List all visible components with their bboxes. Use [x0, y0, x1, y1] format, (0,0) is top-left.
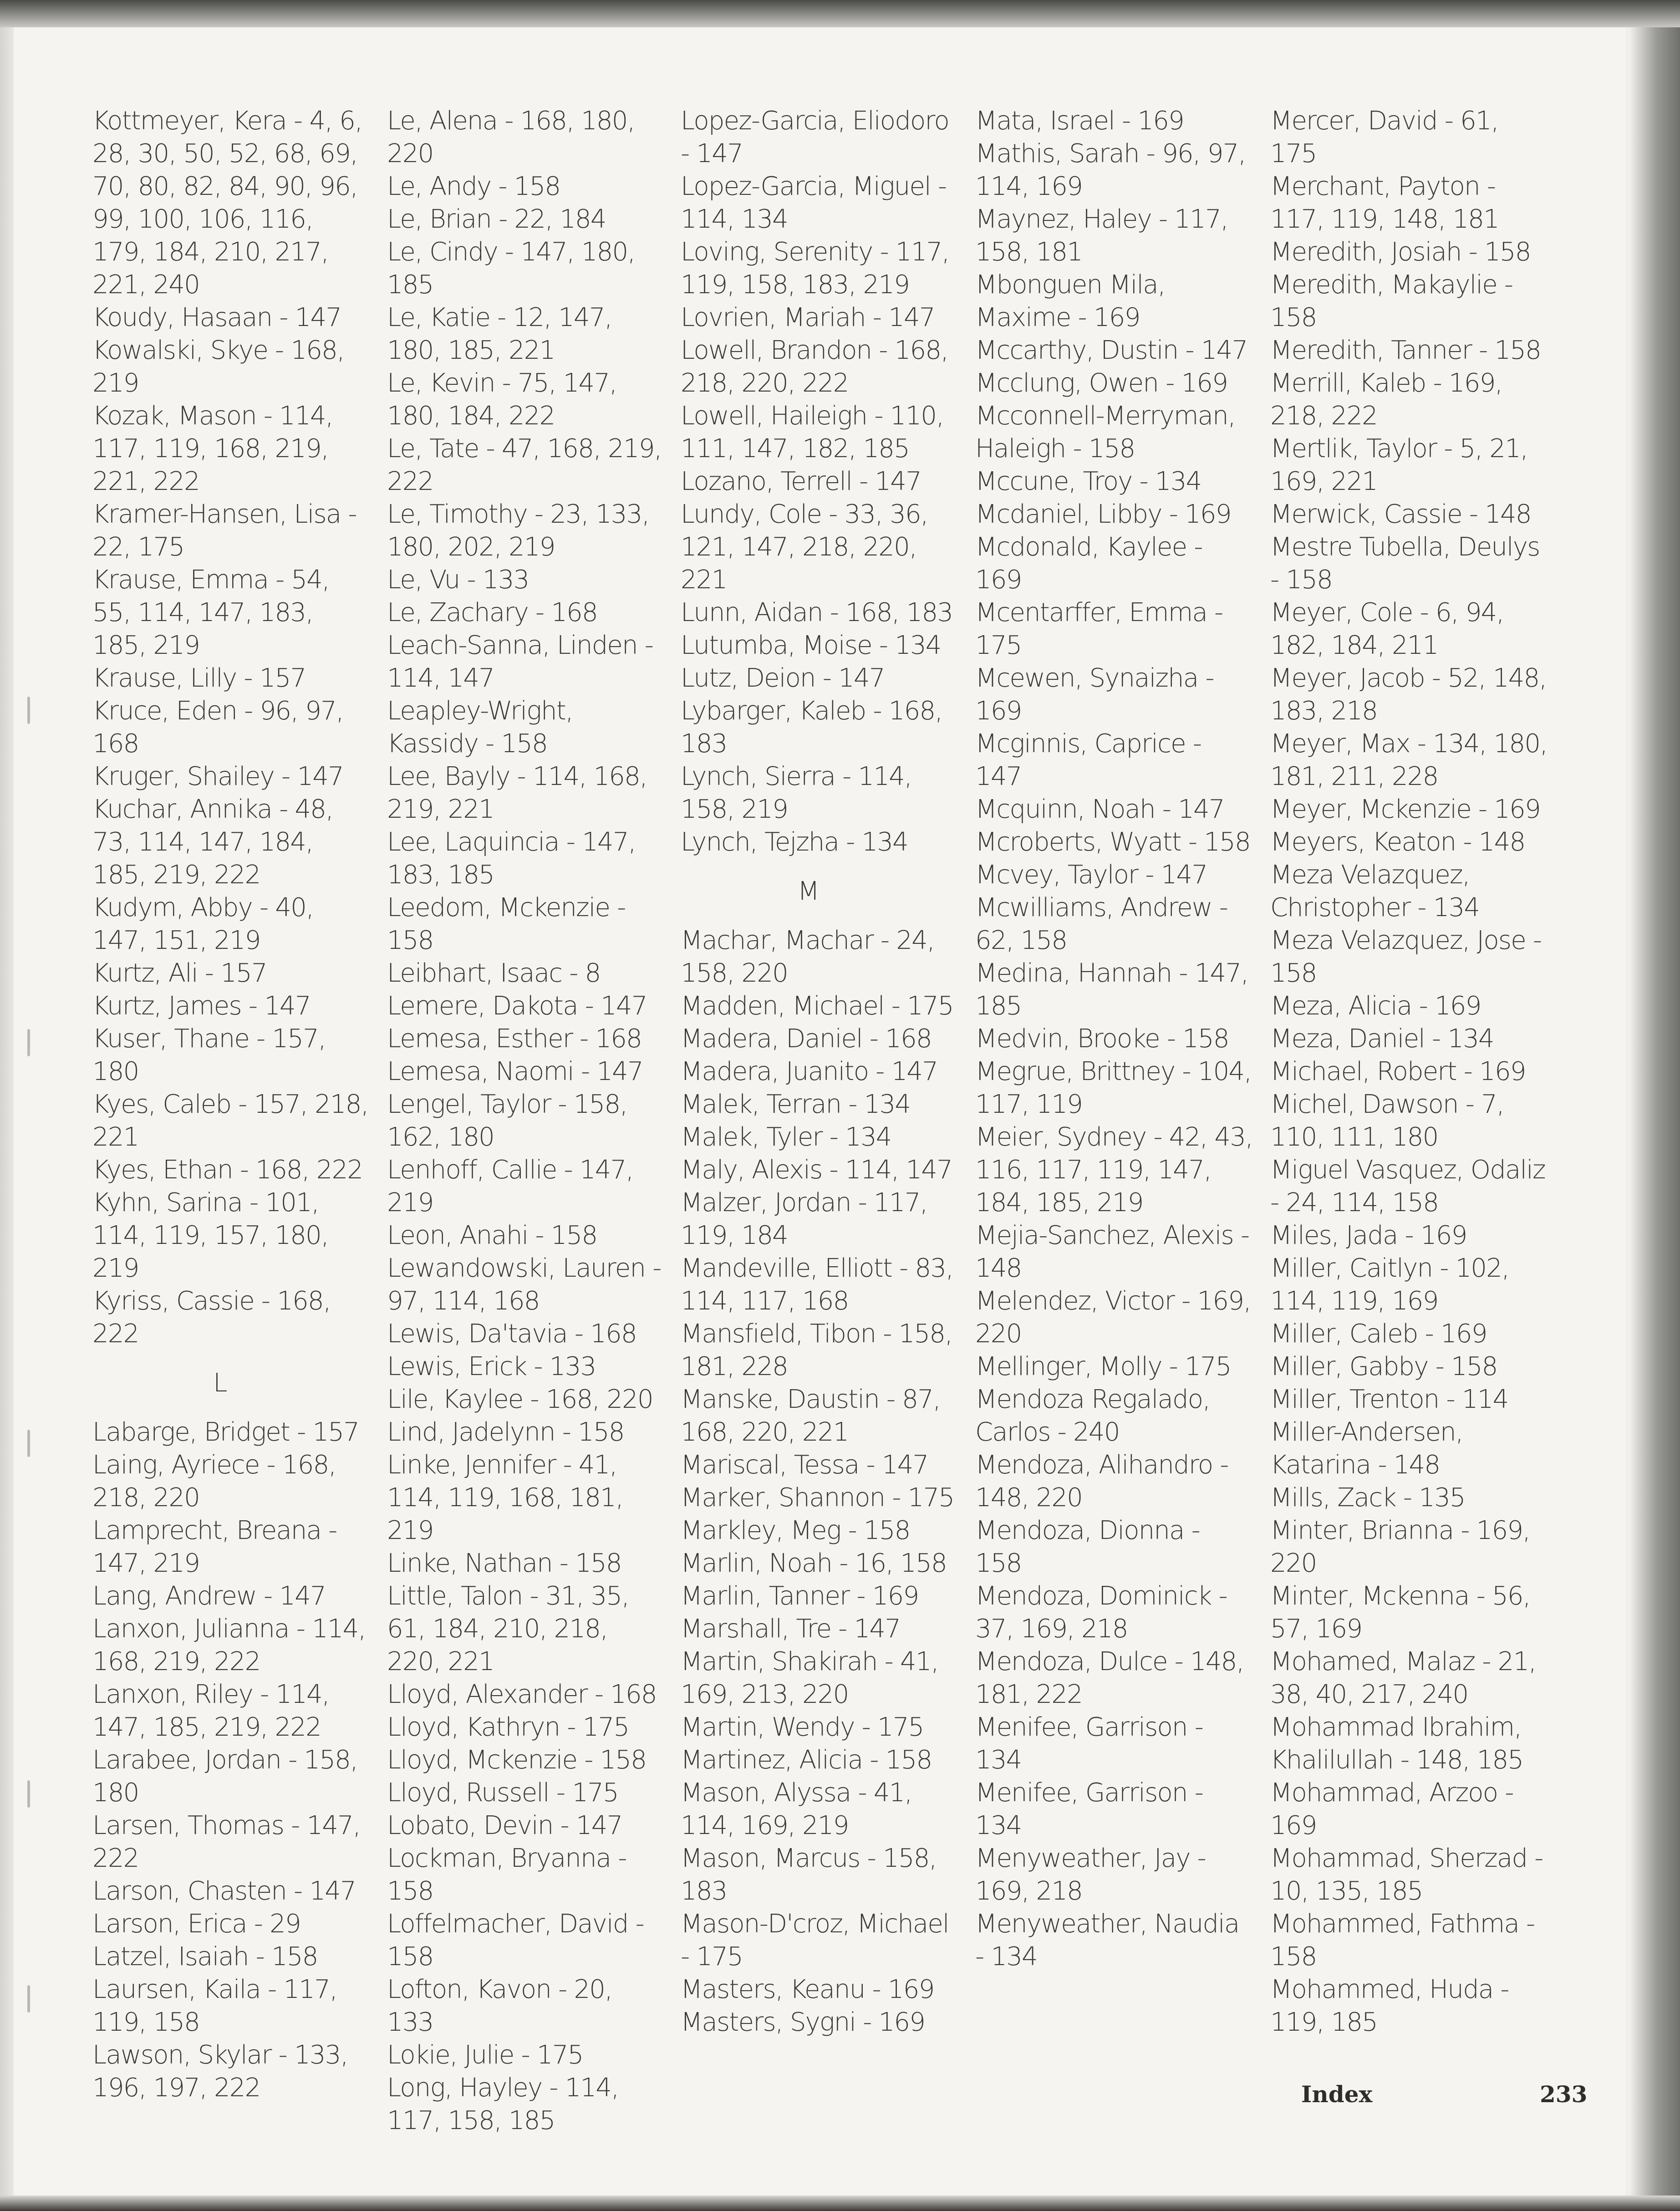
index-entry: Marshall, Tre - 147: [681, 1614, 901, 1644]
index-entry: Mcdonald, Kaylee - 169: [975, 532, 1202, 595]
index-entry: Michael, Robert - 169: [1270, 1057, 1526, 1086]
index-entry: Kuser, Thane - 157, 180: [92, 1024, 326, 1086]
index-entry: Lloyd, Mckenzie - 158: [387, 1745, 647, 1775]
index-entry: Lopez-Garcia, Eliodoro - 147: [681, 106, 949, 168]
index-entry: Lobato, Devin - 147: [387, 1811, 622, 1840]
index-entry: Meyer, Mckenzie - 169: [1270, 795, 1540, 824]
index-entry: Lang, Andrew - 147: [92, 1581, 326, 1611]
index-entry: Lynch, Tejzha - 134: [681, 827, 908, 857]
index-entry: Mcquinn, Noah - 147: [975, 795, 1224, 824]
index-entry: Mcconnell-Merryman, Haleigh - 158: [975, 401, 1235, 464]
index-entry: Krause, Emma - 54, 55, 114, 147, 183, 185, 219: [92, 565, 330, 660]
index-entry: Merrill, Kaleb - 169, 218, 222: [1270, 368, 1502, 431]
index-entry: Medvin, Brooke - 158: [975, 1024, 1229, 1054]
index-entry: Mestre Tubella, Deulys - 158: [1270, 532, 1540, 595]
index-entry: Mejia-Sanchez, Alexis - 148: [975, 1221, 1249, 1283]
index-entry: Loffelmacher, David - 158: [387, 1909, 644, 1972]
index-entry: Larson, Erica - 29: [92, 1909, 300, 1939]
index-entry: Lemere, Dakota - 147: [387, 991, 647, 1021]
index-entry: Miller, Caleb - 169: [1270, 1319, 1487, 1349]
index-entry: Maly, Alexis - 114, 147: [681, 1155, 952, 1185]
index-entry: Kottmeyer, Kera - 4, 6, 28, 30, 50, 52, 68, 69, 70, 80, 82, 84, 90, 96, 99, 100, 106, 116, 179, 184, 210, 217, 221, 240: [92, 106, 362, 300]
scan-bottom-edge: [0, 2196, 1680, 2211]
index-entry: Leach-Sanna, Linden - 114, 147: [387, 631, 653, 693]
index-entry: Mills, Zack - 135: [1270, 1483, 1465, 1513]
index-entry: Kyes, Ethan - 168, 222: [92, 1155, 363, 1185]
index-entry: Lengel, Taylor - 158, 162, 180: [387, 1090, 627, 1152]
index-entry: Meza Velazquez, Christopher - 134: [1270, 860, 1480, 922]
index-entry: Lofton, Kavon - 20, 133: [387, 1975, 612, 2037]
index-entry: Meza Velazquez, Jose - 158: [1270, 926, 1542, 988]
index-entry: Mccune, Troy - 134: [975, 467, 1201, 496]
index-entry: Mcvey, Taylor - 147: [975, 860, 1207, 890]
index-entry: Lutz, Deion - 147: [681, 663, 885, 693]
index-entry: Mason, Marcus - 158, 183: [681, 1844, 937, 1906]
index-entry: Madden, Michael - 175: [681, 991, 953, 1021]
index-entry: Mohammed, Fathma - 158: [1270, 1909, 1535, 1972]
index-entry: Kurtz, Ali - 157: [92, 958, 267, 988]
index-entry: Mendoza Regalado, Carlos - 240: [975, 1385, 1210, 1447]
index-entry: Kyriss, Cassie - 168, 222: [92, 1286, 331, 1349]
index-column-3: [681, 105, 958, 2039]
index-entry: Le, Kevin - 75, 147, 180, 184, 222: [387, 368, 617, 431]
index-entry: Masters, Sygni - 169: [681, 2007, 925, 2037]
index-entry: Lamprecht, Breana - 147, 219: [92, 1516, 337, 1578]
index-entry: Mendoza, Dulce - 148, 181, 222: [975, 1647, 1244, 1709]
index-entry: Latzel, Isaiah - 158: [92, 1942, 318, 1972]
index-entry: Miller, Gabby - 158: [1270, 1352, 1497, 1381]
footer-section-label: Index: [1301, 2081, 1373, 2108]
index-entry: Mcewen, Synaizha - 169: [975, 663, 1214, 726]
index-entry: Melendez, Victor - 169, 220: [975, 1286, 1251, 1349]
index-entry: Menyweather, Jay - 169, 218: [975, 1844, 1206, 1906]
index-entry: Kuchar, Annika - 48, 73, 114, 147, 184, 185, 219, 222: [92, 795, 333, 890]
index-entry: Lybarger, Kaleb - 168, 183: [681, 696, 942, 759]
index-entry: Miller, Caitlyn - 102, 114, 119, 169: [1270, 1253, 1509, 1316]
index-entry: Le, Cindy - 147, 180, 185: [387, 237, 635, 300]
index-entry: Meredith, Josiah - 158: [1270, 237, 1531, 267]
index-entry: Martin, Wendy - 175: [681, 1712, 924, 1742]
index-entry: Meza, Alicia - 169: [1270, 991, 1481, 1021]
index-entry: Kyhn, Sarina - 101, 114, 119, 157, 180, 219: [92, 1188, 328, 1283]
index-entry: Laing, Ayriece - 168, 218, 220: [92, 1450, 336, 1513]
index-entry: Linke, Jennifer - 41, 114, 119, 168, 181, 219: [387, 1450, 623, 1545]
index-entry: Le, Alena - 168, 180, 220: [387, 106, 635, 168]
index-entry: Loving, Serenity - 117, 119, 158, 183, 219: [681, 237, 949, 300]
index-entry: Larsen, Thomas - 147, 222: [92, 1811, 360, 1873]
index-entry: Mendoza, Dionna - 158: [975, 1516, 1200, 1578]
index-entry: Meyer, Jacob - 52, 148, 183, 218: [1270, 663, 1547, 726]
index-entry: Kruce, Eden - 96, 97, 168: [92, 696, 343, 759]
index-entry: Lopez-Garcia, Miguel - 114, 134: [681, 172, 947, 234]
index-entry: Mccarthy, Dustin - 147: [975, 336, 1247, 365]
index-entry: Linke, Nathan - 158: [387, 1549, 621, 1578]
index-column-4: [975, 105, 1253, 1973]
index-entry: Laursen, Kaila - 117, 119, 158: [92, 1975, 337, 2037]
index-entry: Lowell, Brandon - 168, 218, 220, 222: [681, 336, 948, 398]
index-entry: Le, Brian - 22, 184: [387, 204, 606, 234]
index-entry: Lokie, Julie - 175: [387, 2040, 583, 2070]
index-entry: Lutumba, Moise - 134: [681, 631, 941, 660]
scan-top-edge: [0, 0, 1680, 27]
index-entry: Madera, Juanito - 147: [681, 1057, 938, 1086]
index-entry: Marlin, Noah - 16, 158: [681, 1549, 947, 1578]
index-entry: Miles, Jada - 169: [1270, 1221, 1467, 1250]
index-entry: Little, Talon - 31, 35, 61, 184, 210, 218, 220, 221: [387, 1581, 629, 1676]
index-entry: Larson, Chasten - 147: [92, 1876, 356, 1906]
index-entry: Mandeville, Elliott - 83, 114, 117, 168: [681, 1253, 953, 1316]
index-column-5: [1270, 105, 1548, 2039]
index-entry: Kudym, Abby - 40, 147, 151, 219: [92, 893, 314, 955]
index-entry: Lunn, Aidan - 168, 183: [681, 598, 953, 627]
index-entry: Lundy, Cole - 33, 36, 121, 147, 218, 220, 221: [681, 499, 928, 595]
index-entry: Mathis, Sarah - 96, 97, 114, 169: [975, 139, 1246, 201]
index-entry: Miguel Vasquez, Odaliz - 24, 114, 158: [1270, 1155, 1545, 1218]
index-entry: Leibhart, Isaac - 8: [387, 958, 601, 988]
index-entry: Koudy, Hasaan - 147: [92, 303, 341, 332]
index-columns: [14, 27, 1625, 2135]
index-entry: Lawson, Skylar - 133, 196, 197, 222: [92, 2040, 348, 2103]
index-entry: Lloyd, Kathryn - 175: [387, 1712, 629, 1742]
index-entry: Mcroberts, Wyatt - 158: [975, 827, 1250, 857]
index-entry: Mellinger, Molly - 175: [975, 1352, 1231, 1381]
index-entry: Lenhoff, Callie - 147, 219: [387, 1155, 633, 1218]
index-entry: Malek, Tyler - 134: [681, 1122, 891, 1152]
index-entry: Minter, Mckenna - 56, 57, 169: [1270, 1581, 1530, 1644]
index-entry: Lewis, Erick - 133: [387, 1352, 596, 1381]
index-entry: Lloyd, Russell - 175: [387, 1778, 618, 1808]
index-entry: Krause, Lilly - 157: [92, 663, 306, 693]
index-entry: Malzer, Jordan - 117, 119, 184: [681, 1188, 927, 1250]
index-entry: Lind, Jadelynn - 158: [387, 1417, 624, 1447]
index-entry: Mcginnis, Caprice - 147: [975, 729, 1201, 791]
index-entry: Manske, Daustin - 87, 168, 220, 221: [681, 1385, 940, 1447]
index-entry: Mata, Israel - 169: [975, 106, 1184, 136]
index-entry: Mohammed, Huda - 119, 185: [1270, 1975, 1509, 2037]
index-entry: Kyes, Caleb - 157, 218, 221: [92, 1090, 368, 1152]
index-column-1: [92, 105, 370, 2104]
index-entry: Megrue, Brittney - 104, 117, 119: [975, 1057, 1252, 1119]
index-entry: Markley, Meg - 158: [681, 1516, 910, 1545]
index-entry: Martin, Shakirah - 41, 169, 213, 220: [681, 1647, 938, 1709]
index-entry: Kurtz, James - 147: [92, 991, 311, 1021]
index-entry: Mohammad, Sherzad - 10, 135, 185: [1270, 1844, 1543, 1906]
index-entry: Lloyd, Alexander - 168: [387, 1680, 657, 1709]
index-entry: Lanxon, Julianna - 114, 168, 219, 222: [92, 1614, 366, 1676]
index-entry: Lockman, Bryanna - 158: [387, 1844, 626, 1906]
index-entry: Lee, Bayly - 114, 168, 219, 221: [387, 762, 647, 824]
index-entry: Leedom, Mckenzie - 158: [387, 893, 626, 955]
index-entry: Martinez, Alicia - 158: [681, 1745, 932, 1775]
index-entry: Mohammad Ibrahim, Khalilullah - 148, 185: [1270, 1712, 1523, 1775]
index-entry: Meyers, Keaton - 148: [1270, 827, 1525, 857]
index-entry: Malek, Terran - 134: [681, 1090, 911, 1119]
index-entry: Mcentarffer, Emma - 175: [975, 598, 1223, 660]
index-entry: Mercer, David - 61, 175: [1270, 106, 1498, 168]
index-entry: Kruger, Shailey - 147: [92, 762, 343, 791]
index-entry: Meza, Daniel - 134: [1270, 1024, 1494, 1054]
index-entry: Leapley-Wright, Kassidy - 158: [387, 696, 573, 759]
index-entry: Le, Vu - 133: [387, 565, 529, 595]
index-entry: Mbonguen Mila, Maxime - 169: [975, 270, 1165, 332]
index-entry: Menyweather, Naudia - 134: [975, 1909, 1239, 1972]
index-entry: Mertlik, Taylor - 5, 21, 169, 221: [1270, 434, 1528, 496]
index-entry: Mariscal, Tessa - 147: [681, 1450, 928, 1480]
index-entry: Le, Andy - 158: [387, 172, 560, 201]
index-entry: Meredith, Tanner - 158: [1270, 336, 1541, 365]
index-entry: Labarge, Bridget - 157: [92, 1417, 359, 1447]
index-entry: Mansfield, Tibon - 158, 181, 228: [681, 1319, 952, 1381]
index-entry: Miller, Trenton - 114: [1270, 1385, 1508, 1414]
index-entry: Merwick, Cassie - 148: [1270, 499, 1531, 529]
index-entry: Marker, Shannon - 175: [681, 1483, 954, 1513]
index-entry: Meyer, Cole - 6, 94, 182, 184, 211: [1270, 598, 1504, 660]
index-entry: Meier, Sydney - 42, 43, 116, 117, 119, 147, 184, 185, 219: [975, 1122, 1253, 1218]
index-entry: Lovrien, Mariah - 147: [681, 303, 935, 332]
index-entry: Kramer-Hansen, Lisa - 22, 175: [92, 499, 356, 562]
index-entry: Mason, Alyssa - 41, 114, 169, 219: [681, 1778, 912, 1840]
index-entry: Le, Katie - 12, 147, 180, 185, 221: [387, 303, 612, 365]
index-entry: Le, Zachary - 168: [387, 598, 597, 627]
index-entry: Lowell, Haileigh - 110, 111, 147, 182, 185: [681, 401, 944, 464]
index-entry: Mcdaniel, Libby - 169: [975, 499, 1231, 529]
index-entry: Minter, Brianna - 169, 220: [1270, 1516, 1530, 1578]
index-entry: Masters, Keanu - 169: [681, 1975, 934, 2004]
index-entry: Le, Timothy - 23, 133, 180, 202, 219: [387, 499, 649, 562]
section-letter-heading: L: [213, 1368, 227, 1398]
index-entry: Lewandowski, Lauren - 97, 114, 168: [387, 1253, 661, 1316]
index-entry: Le, Tate - 47, 168, 219, 222: [387, 434, 662, 496]
index-entry: Maynez, Haley - 117, 158, 181: [975, 204, 1228, 267]
index-entry: Marlin, Tanner - 169: [681, 1581, 919, 1611]
index-entry: Lanxon, Riley - 114, 147, 185, 219, 222: [92, 1680, 329, 1742]
index-entry: Lee, Laquincia - 147, 183, 185: [387, 827, 636, 890]
index-entry: Madera, Daniel - 168: [681, 1024, 932, 1054]
index-entry: Mendoza, Dominick - 37, 169, 218: [975, 1581, 1227, 1644]
index-entry: Meyer, Max - 134, 180, 181, 211, 228: [1270, 729, 1548, 791]
index-entry: Menifee, Garrison - 134: [975, 1778, 1203, 1840]
index-entry: Lewis, Da'tavia - 168: [387, 1319, 636, 1349]
index-entry: Lemesa, Naomi - 147: [387, 1057, 643, 1086]
index-entry: Mohammad, Arzoo - 169: [1270, 1778, 1513, 1840]
index-entry: Larabee, Jordan - 158, 180: [92, 1745, 357, 1808]
index-entry: Lemesa, Esther - 168: [387, 1024, 641, 1054]
index-entry: Lozano, Terrell - 147: [681, 467, 921, 496]
index-entry: Meredith, Makaylie - 158: [1270, 270, 1513, 332]
index-entry: Machar, Machar - 24, 158, 220: [681, 926, 934, 988]
index-entry: Kozak, Mason - 114, 117, 119, 168, 219, 221, 222: [92, 401, 333, 496]
index-column-2: [387, 105, 665, 2137]
page-number: 233: [1540, 2081, 1588, 2108]
index-entry: Mohamed, Malaz - 21, 38, 40, 217, 240: [1270, 1647, 1536, 1709]
index-entry: Mcwilliams, Andrew - 62, 158: [975, 893, 1228, 955]
index-entry: Michel, Dawson - 7, 110, 111, 180: [1270, 1090, 1504, 1152]
index-entry: Medina, Hannah - 147, 185: [975, 958, 1248, 1021]
index-entry: Kowalski, Skye - 168, 219: [92, 336, 344, 398]
section-letter-heading: M: [797, 876, 819, 906]
index-entry: Lynch, Sierra - 114, 158, 219: [681, 762, 911, 824]
index-page: [14, 27, 1625, 2196]
index-entry: Menifee, Garrison - 134: [975, 1712, 1203, 1775]
index-entry: Long, Hayley - 114, 117, 158, 185: [387, 2073, 619, 2135]
index-entry: Leon, Anahi - 158: [387, 1221, 597, 1250]
index-entry: Merchant, Payton - 117, 119, 148, 181: [1270, 172, 1499, 234]
index-entry: Miller-Andersen, Katarina - 148: [1270, 1417, 1463, 1480]
index-entry: Mcclung, Owen - 169: [975, 368, 1227, 398]
index-entry: Mendoza, Alihandro - 148, 220: [975, 1450, 1228, 1513]
index-entry: Lile, Kaylee - 168, 220: [387, 1385, 653, 1414]
index-entry: Mason-D'croz, Michael - 175: [681, 1909, 949, 1972]
